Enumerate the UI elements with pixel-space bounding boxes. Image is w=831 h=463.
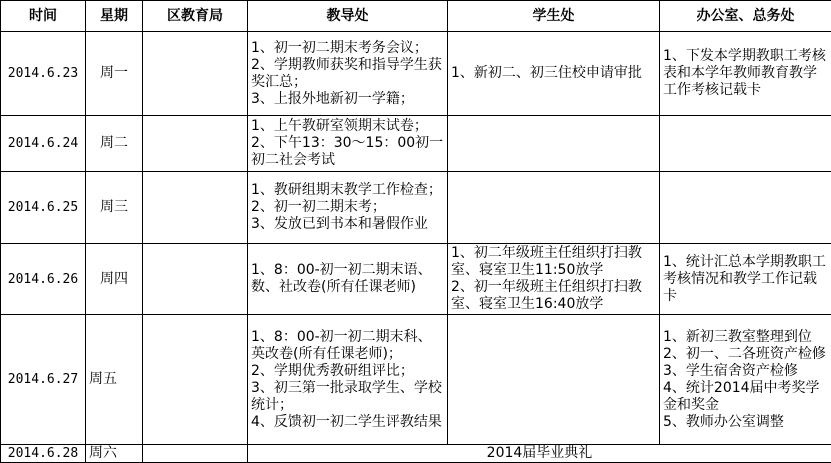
office-item: 1、统计汇总本学期教职工考核情况和教学工作记载卡 <box>663 254 828 305</box>
office-item: 1、新初三教室整理到位 <box>663 329 828 346</box>
office-item: 1、下发本学期教职工考核表和本学年教师教育教学工作考核记载卡 <box>663 48 828 99</box>
table-row <box>1 32 831 116</box>
header-district-bureau: 区教育局 <box>143 1 248 32</box>
academic-item: 1、教研组期末教学工作检查； <box>251 182 444 199</box>
weekday-cell: 周三 <box>86 172 143 244</box>
weekday-cell: 周五 <box>86 315 143 445</box>
student-item: 2、初一年级班主任组织打扫教室、寝室卫生16:40放学 <box>451 279 656 313</box>
weekday-cell: 周六 <box>86 445 143 463</box>
date-cell: 2014.6.25 <box>1 172 86 244</box>
academic-item: 2、学期优秀教研组评比； <box>251 363 444 380</box>
academic-cell <box>248 116 448 172</box>
academic-item: 2、下午13：30～15：00初一初二社会考试 <box>251 135 444 169</box>
bureau-cell <box>143 172 248 244</box>
office-cell <box>660 32 831 116</box>
bureau-cell <box>143 315 248 445</box>
header-academic-office: 教导处 <box>248 1 448 32</box>
academic-item: 2、学期教师获奖和指导学生获奖汇总； <box>251 57 444 91</box>
bureau-cell <box>143 116 248 172</box>
academic-item: 3、上报外地新初一学籍； <box>251 91 444 108</box>
date-cell: 2014.6.28 <box>1 445 86 463</box>
academic-cell <box>248 32 448 116</box>
student-cell <box>448 116 660 172</box>
academic-item: 1、8：00-初一初二期末科、英改卷(所有任课老师)； <box>251 329 444 363</box>
date-cell: 2014.6.26 <box>1 244 86 315</box>
office-item: 4、统计2014届中考奖学金和奖金 <box>663 380 828 414</box>
office-item: 2、初一、二各班资产检修 <box>663 346 828 363</box>
header-row <box>1 1 831 32</box>
weekday-cell: 周一 <box>86 32 143 116</box>
student-cell <box>448 244 660 315</box>
graduation-ceremony-cell: 2014届毕业典礼 <box>248 445 831 463</box>
academic-item: 3、初三第一批录取学生、学校统计； <box>251 380 444 414</box>
table-row <box>1 445 831 463</box>
student-item: 1、新初二、初三住校申请审批 <box>451 65 656 82</box>
date-cell: 2014.6.23 <box>1 32 86 116</box>
academic-cell <box>248 172 448 244</box>
academic-item: 4、反馈初一初二学生评教结果 <box>251 414 444 431</box>
academic-item: 1、上午教研室领期末试卷； <box>251 118 444 135</box>
office-item: 5、教师办公室调整 <box>663 414 828 431</box>
date-cell: 2014.6.27 <box>1 315 86 445</box>
academic-item: 3、发放已到书本和暑假作业 <box>251 216 444 233</box>
office-cell <box>660 244 831 315</box>
weekday-cell: 周四 <box>86 244 143 315</box>
bureau-cell <box>143 32 248 116</box>
weekday-cell: 周二 <box>86 116 143 172</box>
office-cell <box>660 116 831 172</box>
table-row <box>1 315 831 445</box>
office-cell <box>660 172 831 244</box>
academic-cell <box>248 244 448 315</box>
academic-item: 2、初一初二期末考； <box>251 199 444 216</box>
student-cell <box>448 315 660 445</box>
office-cell <box>660 315 831 445</box>
header-weekday: 星期 <box>86 1 143 32</box>
header-admin-office: 办公室、总务处 <box>660 1 831 32</box>
bureau-cell <box>143 445 248 463</box>
date-cell: 2014.6.24 <box>1 116 86 172</box>
student-cell <box>448 32 660 116</box>
table-row <box>1 244 831 315</box>
student-cell <box>448 172 660 244</box>
academic-item: 1、初一初二期末考务会议； <box>251 40 444 57</box>
academic-item: 1、8：00-初一初二期末语、数、社改卷(所有任课老师) <box>251 262 444 296</box>
student-item: 1、初二年级班主任组织打扫教室、寝室卫生11:50放学 <box>451 245 656 279</box>
table-row <box>1 172 831 244</box>
academic-cell <box>248 315 448 445</box>
header-student-office: 学生处 <box>448 1 660 32</box>
bureau-cell <box>143 244 248 315</box>
table-row <box>1 116 831 172</box>
office-item: 3、学生宿舍资产检修 <box>663 363 828 380</box>
header-time: 时间 <box>1 1 86 32</box>
